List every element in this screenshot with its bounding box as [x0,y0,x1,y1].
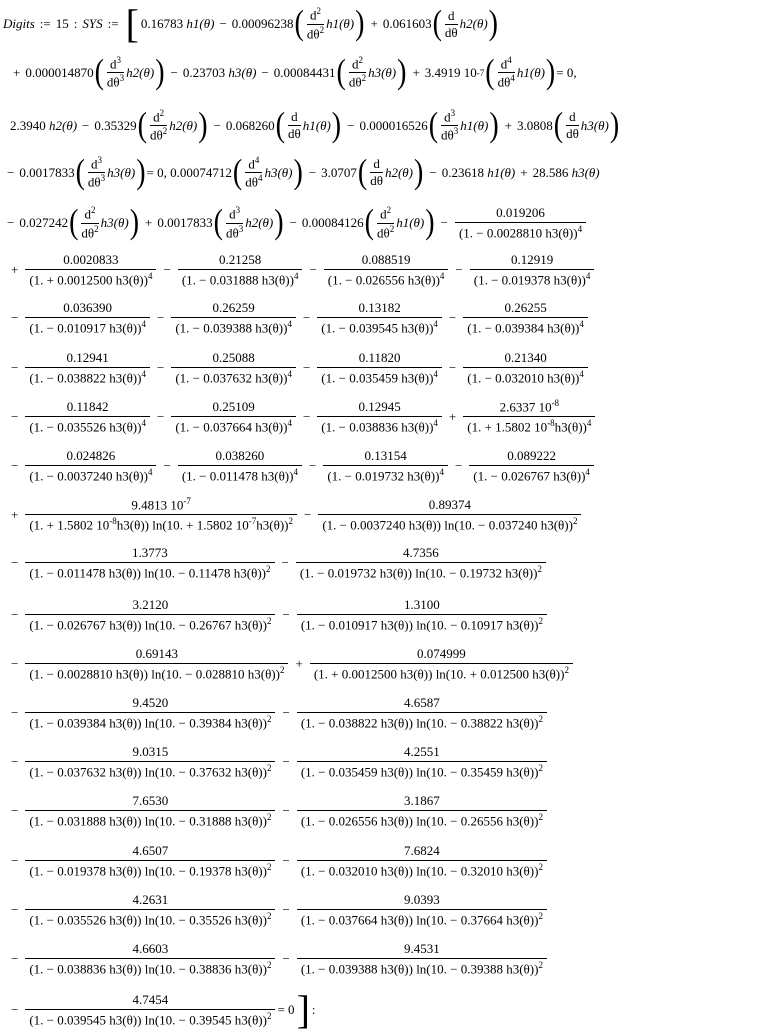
equation-line: + 0.000014870 ( $d^3$ $d\theta^3$ h2(θ) ) − 0.23703 h3(θ) − 0.00084431 ( $d^2$ $d\theta^2$ h3(θ) ) + 3.4919 10 -7 ( $d^4$ $d\theta^4$ h1(θ) ) = 0, [13,52,577,92]
fraction: $\frac{0.038260}{(1. - 0.011478 h3(\theta))^4}$ [178,448,302,484]
fraction: $\frac{4.7454}{(1. - 0.039545 h3(\theta)) \ln(10. - 0.39545 h3(\theta))^2}$ [25,992,275,1028]
fraction: $\frac{0.21258}{(1. - 0.031888 h3(\theta))^4}$ [178,252,303,288]
fraction: $\frac{0.89374}{(1. - 0.0037240 h3(\theta)) \ln(10. - 0.037240 h3(\theta))^2}$ [318,497,581,533]
equation-line: − $\frac{0.036390}{(1. - 0.010917 h3(\theta))^4}$ − $\frac{0.26259}{(1. - 0.039388 h3(\theta))^4}$ − $\frac{0.13182}{(1. - 0.039545 h3(\theta))^4}$ − $\frac{0.26255}{(1. - 0.039384 h3(\theta))^4}$ [6,300,590,336]
equation-line: − $\frac{0.12941}{(1. - 0.038822 h3(\theta))^4}$ − $\frac{0.25088}{(1. - 0.037632 h3(\theta))^4}$ − $\frac{0.11820}{(1. - 0.035459 h3(\theta))^4}$ − $\frac{0.21340}{(1. - 0.032010 h3(\theta))^4}$ [6,350,590,386]
fraction: $\frac{0.0020833}{(1. + 0.0012500 h3(\theta))^4}$ [25,252,156,288]
equation-line: − 0.027242 ( $d^2$ $d\theta^2$ h3(θ) ) + 0.0017833 ( $d^3$ $d\theta^3$ h2(θ) ) − 0.00084126 ( $d^2$ $d\theta^2$ h1(θ) ) − $\frac{0.019206}{(1. - 0.0028810 h3(\theta))^4}$ [2,205,588,241]
fraction: $\frac{0.26255}{(1. - 0.039384 h3(\theta))^4}$ [463,300,588,336]
fraction: $\frac{9.4813 10^{-7}}{(1. + 1.5802 10^{-8}h3(\theta)) \ln(10. + 1.5802 10^{-7}h3(\theta))^2}$ [25,496,297,534]
fraction: $\frac{0.21340}{(1. - 0.032010 h3(\theta))^4}$ [463,350,588,386]
equation-line: − $\frac{0.024826}{(1. - 0.0037240 h3(\theta))^4}$ − $\frac{0.038260}{(1. - 0.011478 h3(\theta))^4}$ − $\frac{0.13154}{(1. - 0.019732 h3(\theta))^4}$ − $\frac{0.089222}{(1. - 0.026767 h3(\theta))^4}$ [6,448,596,484]
equation-line: − $\frac{0.11842}{(1. - 0.035526 h3(\theta))^4}$ − $\frac{0.25109}{(1. - 0.037664 h3(\theta))^4}$ − $\frac{0.12945}{(1. - 0.038836 h3(\theta))^4}$ + $\frac{2.6337 10^{-8}}{(1. + 1.5802 10^{-8}h3(\theta))^4}$ [6,398,597,436]
fraction: $\frac{7.6530}{(1. - 0.031888 h3(\theta)) \ln(10. - 0.31888 h3(\theta))^2}$ [25,793,275,829]
fraction: $\frac{0.25109}{(1. - 0.037664 h3(\theta))^4}$ [171,399,296,435]
close-bracket: ] [296,987,310,1032]
fraction: $\frac{0.12919}{(1. - 0.019378 h3(\theta))^4}$ [470,252,595,288]
fraction: $\frac{4.6603}{(1. - 0.038836 h3(\theta)) \ln(10. - 0.38836 h3(\theta))^2}$ [25,941,275,977]
fraction: $\frac{1.3773}{(1. - 0.011478 h3(\theta)) \ln(10. - 0.11478 h3(\theta))^2}$ [25,545,274,581]
fraction: $\frac{0.019206}{(1. - 0.0028810 h3(\theta))^4}$ [455,205,586,241]
fraction: $\frac{0.036390}{(1. - 0.010917 h3(\theta))^4}$ [25,300,150,336]
fraction: $\frac{0.024826}{(1. - 0.0037240 h3(\theta))^4}$ [25,448,156,484]
fraction: $\frac{0.12941}{(1. - 0.038822 h3(\theta))^4}$ [25,350,150,386]
equation-line: Digits := 15 : SYS := [ 0.16783 h1(θ) − 0.00096238 ( $d^2$ $d\theta^2$ h1(θ) ) + 0.061603 ( d dθ h2(θ) ) [3,1,498,46]
digits-label: Digits [3,16,35,31]
equation-line: − $\frac{3.2120}{(1. - 0.026767 h3(\theta)) \ln(10. - 0.26767 h3(\theta))^2}$ − $\frac{1.3100}{(1. - 0.010917 h3(\theta)) \ln(10. - 0.10917 h3(\theta))^2}$ [6,597,549,633]
fraction: $\frac{0.25088}{(1. - 0.037632 h3(\theta))^4}$ [171,350,296,386]
equation-line: + $\frac{0.0020833}{(1. + 0.0012500 h3(\theta))^4}$ − $\frac{0.21258}{(1. - 0.031888 h3(\theta))^4}$ − $\frac{0.088519}{(1. - 0.026556 h3(\theta))^4}$ − $\frac{0.12919}{(1. - 0.019378 h3(\theta))^4}$ [6,252,596,288]
equation-line: − $\frac{4.7454}{(1. - 0.039545 h3(\theta)) \ln(10. - 0.39545 h3(\theta))^2}$ = 0 ] : [11,987,316,1032]
fraction: $\frac{9.4520}{(1. - 0.039384 h3(\theta)) \ln(10. - 0.39384 h3(\theta))^2}$ [25,695,275,731]
sys-label: SYS [82,16,103,31]
equation-line: − $\frac{4.2631}{(1. - 0.035526 h3(\theta)) \ln(10. - 0.35526 h3(\theta))^2}$ − $\frac{9.0393}{(1. - 0.037664 h3(\theta)) \ln(10. - 0.37664 h3(\theta))^2}$ [6,892,549,928]
equation-line: − $\frac{0.69143}{(1. - 0.0028810 h3(\theta)) \ln(10. - 0.028810 h3(\theta))^2}$ + $\frac{0.074999}{(1. + 0.0012500 h3(\theta)) \ln(10. + 0.012500 h3(\theta))^2}$ [6,646,575,682]
equation-line: + $\frac{9.4813 10^{-7}}{(1. + 1.5802 10^{-8}h3(\theta)) \ln(10. + 1.5802 10^{-7}h3(\theta))^2}$ − $\frac{0.89374}{(1. - 0.0037240 h3(\theta)) \ln(10. - 0.037240 h3(\theta))^2}$ [6,496,583,534]
equation-line: − $\frac{9.4520}{(1. - 0.039384 h3(\theta)) \ln(10. - 0.39384 h3(\theta))^2}$ − $\frac{4.6587}{(1. - 0.038822 h3(\theta)) \ln(10. - 0.38822 h3(\theta))^2}$ [6,695,549,731]
fraction: $\frac{0.11842}{(1. - 0.035526 h3(\theta))^4}$ [25,399,150,435]
fraction: $\frac{3.2120}{(1. - 0.026767 h3(\theta)) \ln(10. - 0.26767 h3(\theta))^2}$ [25,597,275,633]
open-bracket: [ [125,1,139,46]
fraction: $\frac{4.6587}{(1. - 0.038822 h3(\theta)) \ln(10. - 0.38822 h3(\theta))^2}$ [297,695,547,731]
fraction: $\frac{3.1867}{(1. - 0.026556 h3(\theta)) \ln(10. - 0.26556 h3(\theta))^2}$ [297,793,547,829]
equation-line: − 0.0017833 ( $d^3$ $d\theta^3$ h3(θ) ) = 0, 0.00074712 ( $d^4$ $d\theta^4$ h3(θ) ) − 3.0707 ( d dθ h2(θ) ) − 0.23618 h1(θ) + 28.586 h3(θ) [7,152,600,192]
fraction: $\frac{0.074999}{(1. + 0.0012500 h3(\theta)) \ln(10. + 0.012500 h3(\theta))^2}$ [310,646,573,682]
fraction: $\frac{4.7356}{(1. - 0.019732 h3(\theta)) \ln(10. - 0.19732 h3(\theta))^2}$ [296,545,546,581]
fraction: $\frac{2.6337 10^{-8}}{(1. + 1.5802 10^{-8}h3(\theta))^4}$ [463,398,595,436]
fraction: $\frac{0.13182}{(1. - 0.039545 h3(\theta))^4}$ [317,300,442,336]
equation-line: 2.3940 h2(θ) − 0.35329 ( $d^2$ $d\theta^2$ h2(θ) ) − 0.068260 ( d dθ h1(θ) ) − 0.000016526 ( $d^3$ $d\theta^3$ h1(θ) ) + 3.0808 ( d dθ h3(θ) ) [10,105,620,145]
fraction: $\frac{0.12945}{(1. - 0.038836 h3(\theta))^4}$ [317,399,442,435]
equation-line: − $\frac{4.6507}{(1. - 0.019378 h3(\theta)) \ln(10. - 0.19378 h3(\theta))^2}$ − $\frac{7.6824}{(1. - 0.032010 h3(\theta)) \ln(10. - 0.32010 h3(\theta))^2}$ [6,843,549,879]
fraction: $\frac{4.2551}{(1. - 0.035459 h3(\theta)) \ln(10. - 0.35459 h3(\theta))^2}$ [297,744,547,780]
fraction: $\frac{0.69143}{(1. - 0.0028810 h3(\theta)) \ln(10. - 0.028810 h3(\theta))^2}$ [25,646,288,682]
equation-line: − $\frac{9.0315}{(1. - 0.037632 h3(\theta)) \ln(10. - 0.37632 h3(\theta))^2}$ − $\frac{4.2551}{(1. - 0.035459 h3(\theta)) \ln(10. - 0.35459 h3(\theta))^2}$ [6,744,549,780]
fraction: $\frac{0.26259}{(1. - 0.039388 h3(\theta))^4}$ [171,300,296,336]
fraction: $\frac{1.3100}{(1. - 0.010917 h3(\theta)) \ln(10. - 0.10917 h3(\theta))^2}$ [297,597,547,633]
fraction: $\frac{0.088519}{(1. - 0.026556 h3(\theta))^4}$ [324,252,449,288]
equation-line: − $\frac{1.3773}{(1. - 0.011478 h3(\theta)) \ln(10. - 0.11478 h3(\theta))^2}$ − $\frac{4.7356}{(1. - 0.019732 h3(\theta)) \ln(10. - 0.19732 h3(\theta))^2}$ [6,545,548,581]
equation-line: − $\frac{7.6530}{(1. - 0.031888 h3(\theta)) \ln(10. - 0.31888 h3(\theta))^2}$ − $\frac{3.1867}{(1. - 0.026556 h3(\theta)) \ln(10. - 0.26556 h3(\theta))^2}$ [6,793,549,829]
fraction: $\frac{4.2631}{(1. - 0.035526 h3(\theta)) \ln(10. - 0.35526 h3(\theta))^2}$ [25,892,275,928]
equation-line: − $\frac{4.6603}{(1. - 0.038836 h3(\theta)) \ln(10. - 0.38836 h3(\theta))^2}$ − $\frac{9.4531}{(1. - 0.039388 h3(\theta)) \ln(10. - 0.39388 h3(\theta))^2}$ [6,941,549,977]
fraction: $\frac{4.6507}{(1. - 0.019378 h3(\theta)) \ln(10. - 0.19378 h3(\theta))^2}$ [25,843,275,879]
fraction: $\frac{7.6824}{(1. - 0.032010 h3(\theta)) \ln(10. - 0.32010 h3(\theta))^2}$ [297,843,547,879]
fraction: $\frac{0.13154}{(1. - 0.019732 h3(\theta))^4}$ [323,448,448,484]
fraction: $\frac{9.0393}{(1. - 0.037664 h3(\theta)) \ln(10. - 0.37664 h3(\theta))^2}$ [297,892,547,928]
fraction: $\frac{9.0315}{(1. - 0.037632 h3(\theta)) \ln(10. - 0.37632 h3(\theta))^2}$ [25,744,275,780]
fraction: $\frac{0.089222}{(1. - 0.026767 h3(\theta))^4}$ [469,448,594,484]
fraction: $\frac{0.11820}{(1. - 0.035459 h3(\theta))^4}$ [317,350,442,386]
digits-value: 15 [55,16,69,31]
fraction: $\frac{9.4531}{(1. - 0.039388 h3(\theta)) \ln(10. - 0.39388 h3(\theta))^2}$ [297,941,547,977]
